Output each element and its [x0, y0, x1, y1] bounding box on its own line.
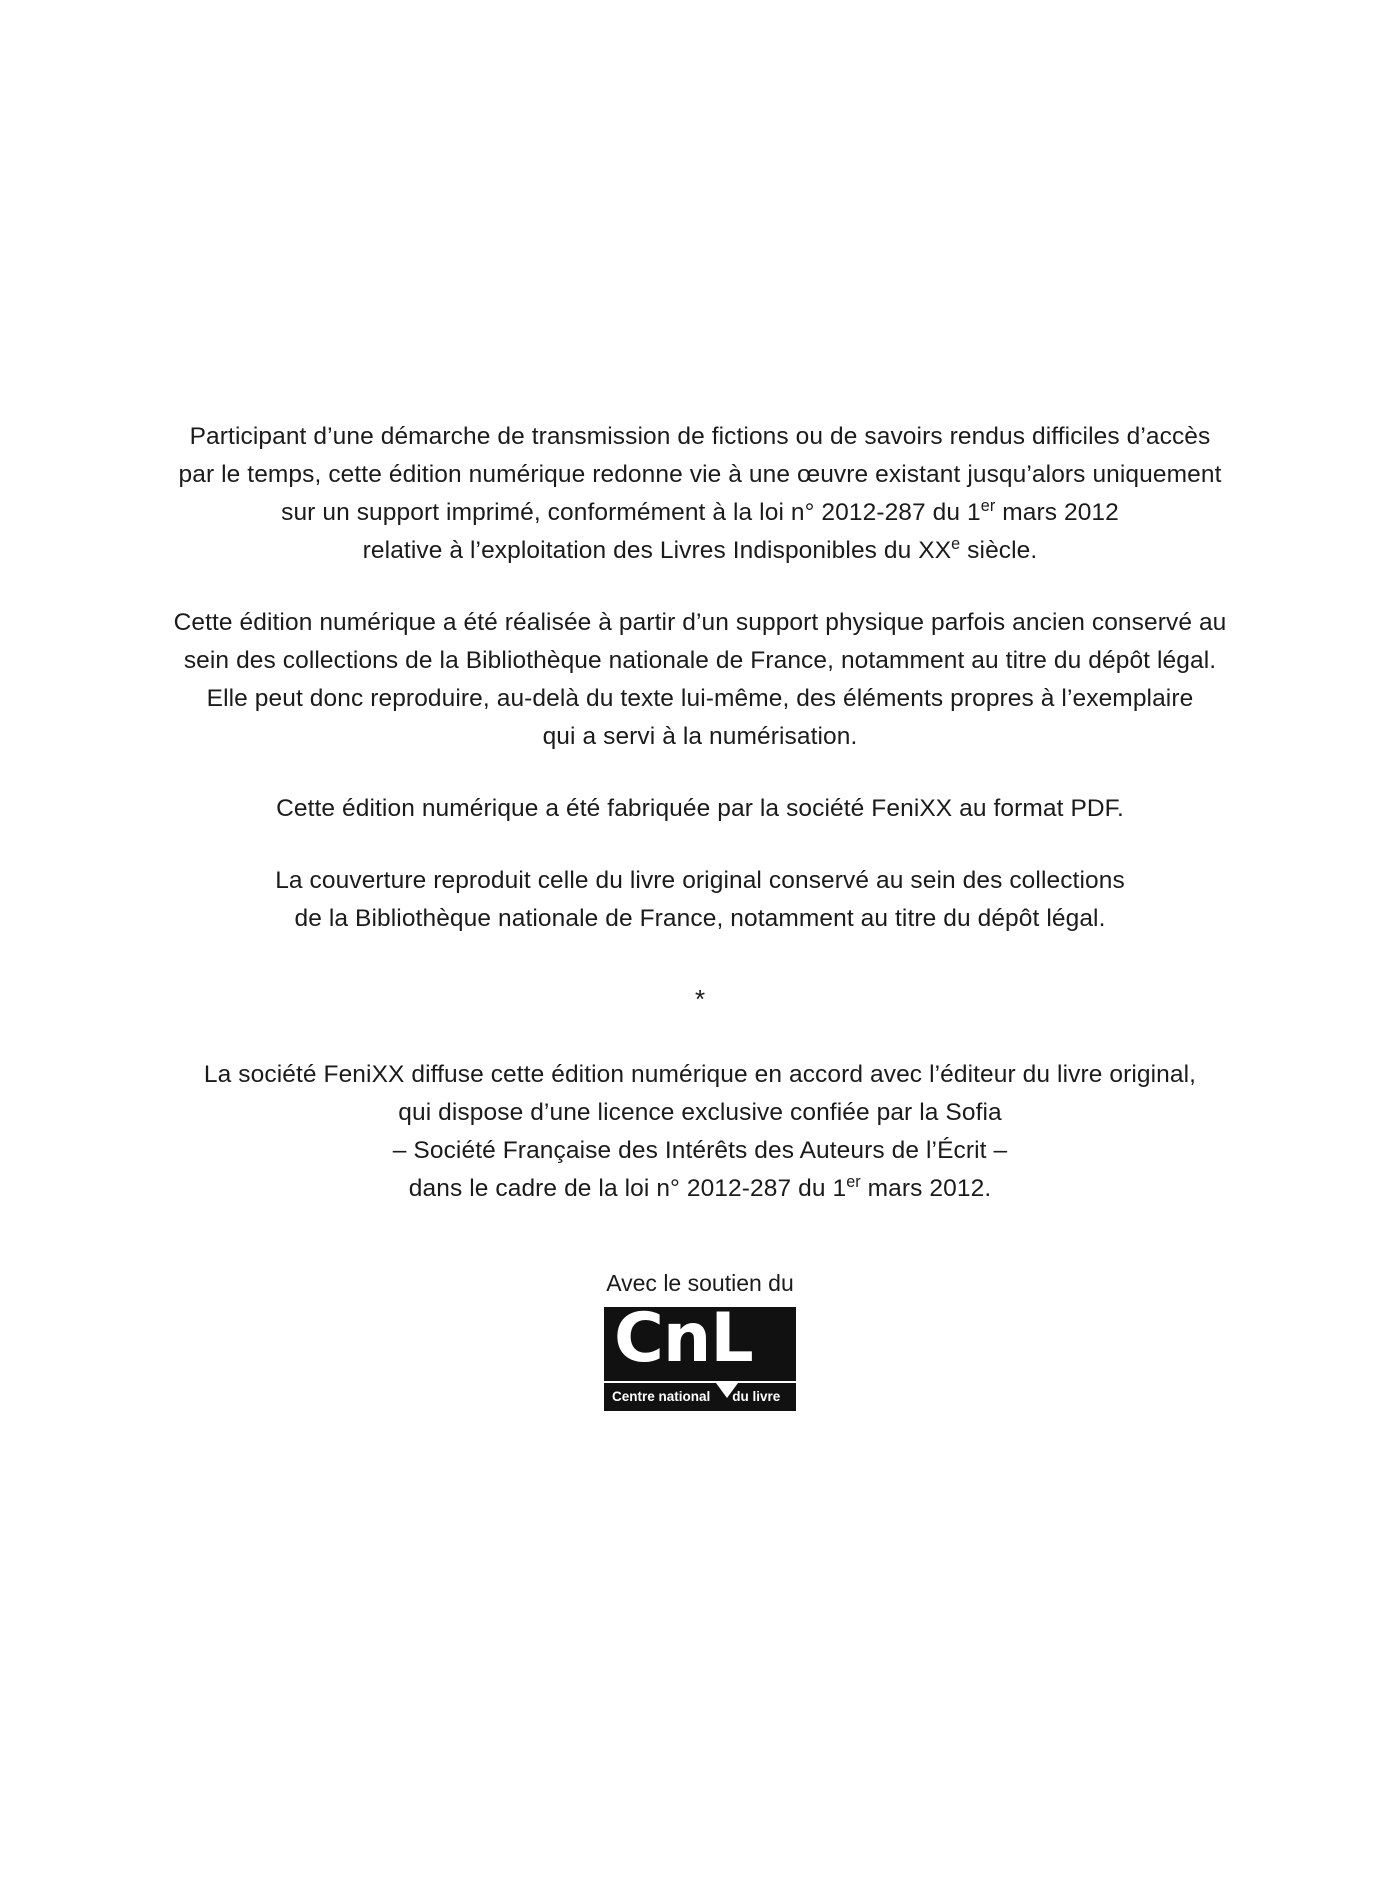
line-law-reference: sur un support imprimé, conformément à la loi n° 2012-287 du 1er mars 2012: [281, 496, 1119, 526]
cnl-logo-letters-band: [604, 1307, 796, 1381]
support-label: Avec le soutien du: [606, 1270, 794, 1296]
support-block: [0, 1268, 1400, 1411]
line: sein des collections de la Bibliothèque nationale de France, notamment au titre du dépôt légal.: [183, 647, 1217, 674]
line: La couverture reproduit celle du livre original conservé au sein des collections: [275, 867, 1125, 894]
section-separator-asterisk: *: [694, 984, 706, 1014]
line: – Société Française des Intérêts des Auteurs de l’Écrit –: [392, 1137, 1008, 1164]
paragraph-distribution: [135, 1056, 1265, 1208]
legal-notice-block: [0, 418, 1400, 1411]
line: qui dispose d’une licence exclusive confiée par la Sofia: [398, 1099, 1002, 1126]
cnl-logo-notch-icon: [716, 1383, 738, 1398]
line: La société FeniXX diffuse cette édition numérique en accord avec l’éditeur du livre original,: [203, 1061, 1197, 1088]
paragraph-cover: [135, 862, 1265, 938]
cnl-subtitle-right: du livre: [732, 1389, 781, 1404]
cnl-subtitle-left: Centre national: [612, 1389, 711, 1404]
line-law-reference-2: dans le cadre de la loi n° 2012-287 du 1er mars 2012.: [408, 1172, 992, 1202]
ordinal-suffix: er: [846, 1172, 861, 1191]
ordinal-suffix: er: [980, 496, 996, 515]
cnl-logo-subtitle: [612, 1383, 780, 1411]
ordinal-suffix: e: [951, 534, 961, 553]
line: Elle peut donc reproduire, au-delà du texte lui-même, des éléments propres à l’exemplaire: [206, 685, 1194, 712]
paragraph-source-support: [135, 604, 1265, 756]
line: de la Bibliothèque nationale de France, notamment au titre du dépôt légal.: [294, 905, 1106, 932]
cnl-logo-subtitle-band: [604, 1383, 796, 1411]
line: Cette édition numérique a été réalisée à partir d’un support physique parfois ancien conservé au: [173, 609, 1227, 636]
line: qui a servi à la numérisation.: [542, 723, 858, 750]
line: par le temps, cette édition numérique redonne vie à une œuvre existant jusqu’alors uniquement: [178, 461, 1222, 488]
paragraph-transmission: [135, 418, 1265, 570]
paragraph-manufacturer: [135, 790, 1265, 828]
line: Participant d’une démarche de transmission de fictions ou de savoirs rendus difficiles d’accès: [189, 423, 1211, 450]
line-century-reference: relative à l’exploitation des Livres Indisponibles du XXe siècle.: [362, 534, 1038, 564]
cnl-logo-letters: CnL: [614, 1307, 753, 1378]
cnl-logo: [604, 1307, 796, 1411]
line: Cette édition numérique a été fabriquée par la société FeniXX au format PDF.: [276, 795, 1124, 822]
